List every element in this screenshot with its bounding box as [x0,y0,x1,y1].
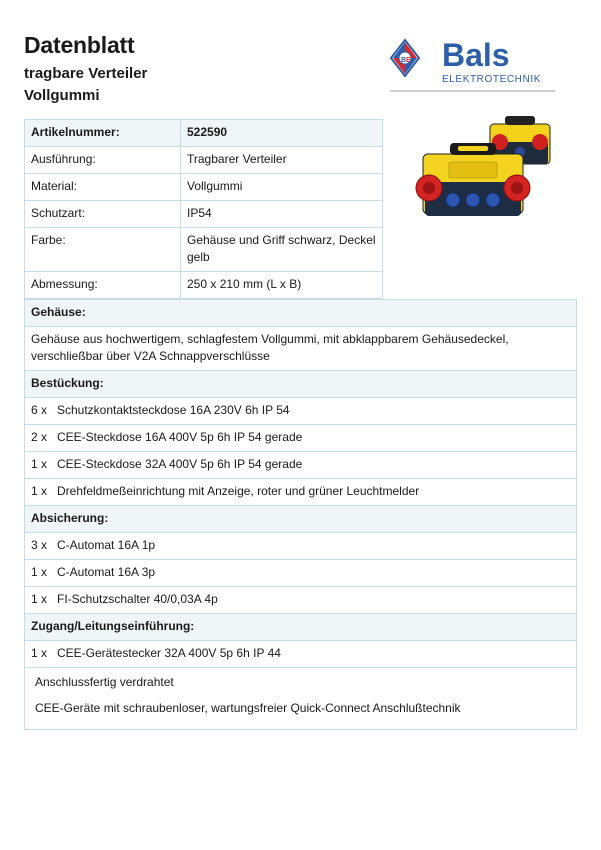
spec-label: Abmessung: [25,272,181,299]
list-item [25,560,577,587]
section-header-bestueckung [25,371,577,398]
item-text: CEE-Steckdose 16A 400V 5p 6h IP 54 gerade [57,430,303,444]
logo-tagline-text: ELEKTROTECHNIK [442,74,541,85]
item-quantity: 1 x [31,646,48,660]
list-item [25,533,577,560]
list-item [25,398,577,425]
item-quantity: 1 x [31,484,48,498]
spec-row [25,174,383,201]
spec-label: Material: [25,174,181,201]
section-heading: Bestückung: [25,371,577,398]
spec-value: IP54 [181,201,383,228]
item-quantity: 2 x [31,430,48,444]
item-text: C-Automat 16A 1p [57,538,156,552]
note-text: CEE-Geräte mit schraubenloser, wartungsfreier Quick-Connect Anschlußtechnik [35,701,461,715]
list-item [25,641,577,668]
spec-value: 250 x 210 mm (L x B) [181,272,383,299]
spec-row [25,147,383,174]
spec-value: Tragbarer Verteiler [181,147,383,174]
subtitle-product-type: tragbare Verteiler [24,65,148,82]
spec-value: Vollgummi [181,174,383,201]
spec-row [25,228,383,272]
item-text: C-Automat 16A 3p [57,565,156,579]
product-image [405,112,565,227]
gehaeuse-description: Gehäuse aus hochwertigem, schlagfestem Vollgummi, mit abklappbarem Gehäusedeckel, verschließbar über V2A Schnappverschlüsse [25,327,577,371]
spec-value: Gehäuse und Griff schwarz, Deckel gelb [181,228,383,272]
item-quantity: 3 x [31,538,48,552]
item-text: Schutzkontaktsteckdose 16A 230V 6h IP 54 [57,403,290,417]
page-title: Datenblatt [24,32,135,58]
spec-value: 522590 [181,120,383,147]
list-item [25,425,577,452]
logo-badge-letter-e: E [406,57,411,64]
product-front-unit [416,143,530,216]
item-quantity: 6 x [31,403,48,417]
spec-row-artikelnummer [25,120,383,147]
spec-row [25,272,383,299]
details-table [24,299,577,730]
list-item [25,452,577,479]
spec-label: Farbe: [25,228,181,272]
logo-badge-letter-b: B [401,57,407,64]
section-header-gehaeuse [25,300,577,327]
spec-label: Schutzart: [25,201,181,228]
section-heading: Zugang/Leitungseinführung: [25,614,577,641]
spec-table [24,119,383,299]
logo-underline [390,90,555,92]
spec-label: Artikelnummer: [25,120,181,147]
notes-row [25,668,577,730]
section-header-absicherung [25,506,577,533]
gehaeuse-description-row [25,327,577,371]
item-text: FI-Schutzschalter 40/0,03A 4p [57,592,218,606]
item-quantity: 1 x [31,457,48,471]
subtitle-material: Vollgummi [24,87,100,104]
item-quantity: 1 x [31,565,48,579]
section-heading: Absicherung: [25,506,577,533]
list-item [25,587,577,614]
section-heading: Gehäuse: [25,300,577,327]
note-text: Anschlussfertig verdrahtet [35,675,174,689]
logo-brand-text: Bals [442,37,510,73]
list-item [25,479,577,506]
item-text: Drehfeldmeßeinrichtung mit Anzeige, roter und grüner Leuchtmelder [57,484,420,498]
logo-badge-icon [391,40,419,76]
spec-label: Ausführung: [25,147,181,174]
spec-row [25,201,383,228]
bals-logo [388,36,558,94]
item-text: CEE-Steckdose 32A 400V 5p 6h IP 54 gerade [57,457,303,471]
item-quantity: 1 x [31,592,48,606]
item-text: CEE-Gerätestecker 32A 400V 5p 6h IP 44 [57,646,281,660]
section-header-zugang [25,614,577,641]
